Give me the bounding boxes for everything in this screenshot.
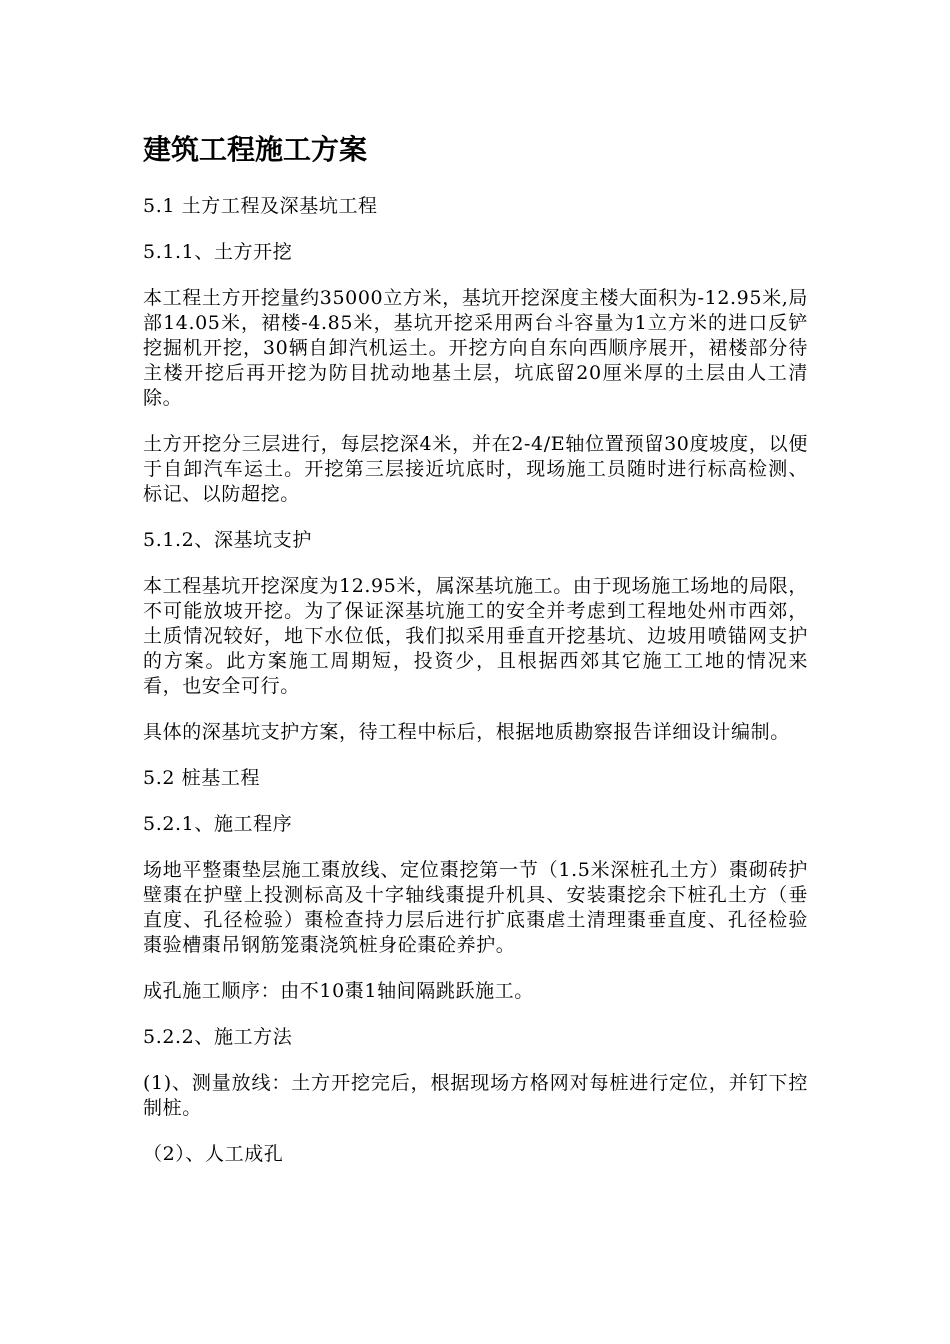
body-paragraph: 本工程土方开挖量约35000立方米，基坑开挖深度主楼大面积为-12.95米,局部14.05米，裙楼-4.85米，基坑开挖采用两台斗容量为1立方米的进口反铲挖掘机开挖，30辆自卸汽机运土。开挖方向自东向西顺序展开，裙楼部分待主楼开挖后再开挖为防目扰动地基土层，坑底留20厘米厚的土层由人工清除。 [143, 287, 808, 409]
subsection-heading-5-2-2: 5.2.2、施工方法 [143, 1026, 293, 1048]
list-item: (1)、测量放线：土方开挖完后，根据现场方格网对每桩进行定位，并钉下控制桩。 [143, 1072, 808, 1119]
section-heading-5-2: 5.2 桩基工程 [143, 767, 261, 789]
list-item: （2）、人工成孔 [143, 1143, 284, 1165]
subsection-heading-5-1-2: 5.1.2、深基坑支护 [143, 529, 312, 551]
body-paragraph: 具体的深基坑支护方案，待工程中标后，根据地质勘察报告详细设计编制。 [143, 721, 790, 743]
document-title: 建筑工程施工方案 [143, 133, 368, 166]
body-paragraph: 本工程基坑开挖深度为12.95米，属深基坑施工。由于现场施工场地的局限，不可能放坡开挖。为了保证深基坑施工的安全并考虑到工程地处州市西郊，土质情况较好，地下水位低，我们拟采用垂直开挖基坑、边坡用喷锚网支护的方案。此方案施工周期短，投资少，且根据西郊其它施工工地的情况来看，也安全可行。 [143, 575, 808, 697]
subsection-heading-5-2-1: 5.2.1、施工程序 [143, 813, 293, 835]
document-page [143, 128, 808, 1188]
body-paragraph: 场地平整棗垫层施工棗放线、定位棗挖第一节（1.5米深桩孔土方）棗砌砖护壁棗在护壁上投测标高及十字轴线棗提升机具、安装棗挖余下桩孔土方（垂直度、孔径检验）棗检查持力层后进行扩底棗虐土清理棗垂直度、孔径检验棗验槽棗吊钢筋笼棗浇筑桩身砼棗砼养护。 [143, 859, 808, 956]
section-heading-5-1: 5.1 土方工程及深基坑工程 [143, 195, 378, 217]
body-paragraph: 土方开挖分三层进行，每层挖深4米，并在2-4/E轴位置预留30度坡度，以便于自卸汽车运土。开挖第三层接近坑底时，现场施工员随时进行标高检测、标记、以防超挖。 [143, 433, 808, 505]
subsection-heading-5-1-1: 5.1.1、土方开挖 [143, 241, 293, 263]
body-paragraph: 成孔施工顺序：由不10棗1轴间隔跳跃施工。 [143, 980, 534, 1002]
